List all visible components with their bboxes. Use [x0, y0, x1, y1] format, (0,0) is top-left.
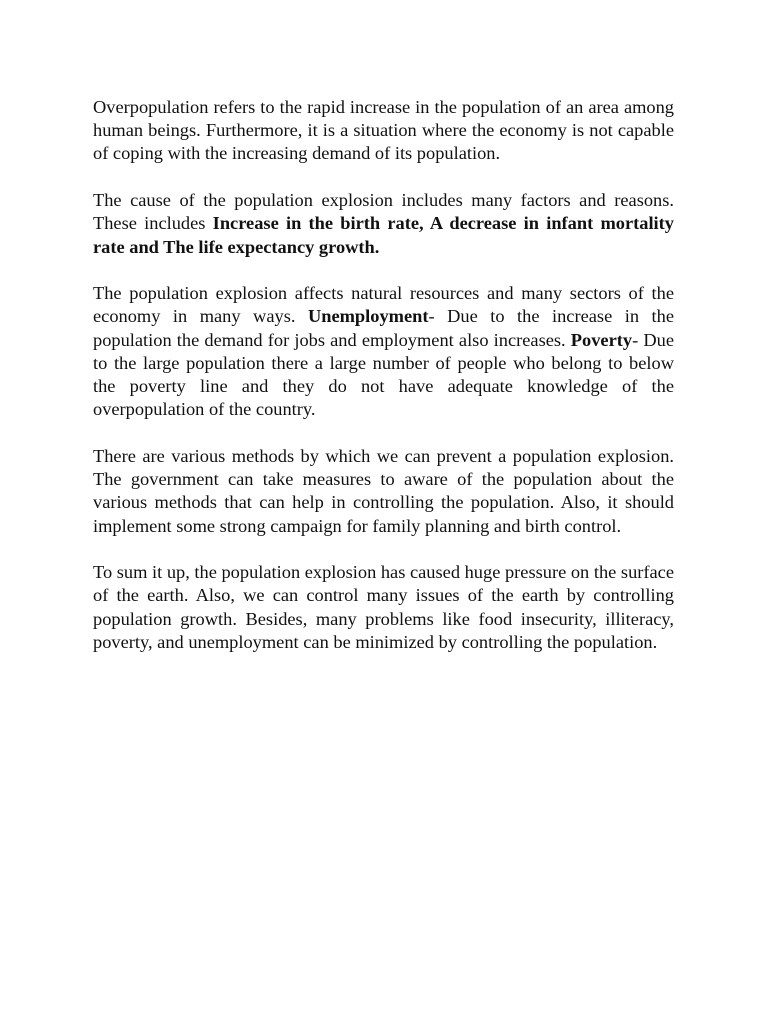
paragraph-prevention-text: There are various methods by which we can prevent a population explosion. The government can take measures to aware of the population about the various methods that can help in controlling the population. Also, it should implement some strong campaign for family planning and birth control. — [93, 445, 674, 536]
paragraph-effects-intro: The population explosion affects natural resources and many sectors of the economy in many ways. — [93, 283, 674, 327]
paragraph-conclusion — [93, 561, 674, 654]
paragraph-prevention — [93, 445, 674, 538]
term-poverty: Poverty — [570, 329, 633, 350]
paragraph-causes-list: Increase in the birth rate, A decrease in infant mortality rate and The life expectancy growth. — [93, 213, 674, 257]
poverty-text: - Due to the large population there a large number of people who belong to below the poverty line and they do not have adequate knowledge of the overpopulation of the country. — [93, 329, 674, 420]
paragraph-definition-text: Overpopulation refers to the rapid increase in the population of an area among human beings. Furthermore, it is a situation where the economy is not capable of coping with the increasing demand of its population. — [93, 97, 674, 164]
unemployment-text: - Due to the increase in the population the demand for jobs and employment also increases. — [93, 306, 674, 350]
paragraph-effects — [93, 282, 674, 421]
paragraph-definition — [93, 96, 674, 166]
term-unemployment: Unemployment — [307, 306, 429, 327]
paragraph-conclusion-text: To sum it up, the population explosion has caused huge pressure on the surface of the earth. Also, we can control many issues of the earth by controlling population growth. Besides, many problems like food insecurity, illiteracy, poverty, and unemployment can be minimized by controlling the population. — [93, 562, 674, 652]
paragraph-causes-intro: The cause of the population explosion includes many factors and reasons. These includes — [93, 190, 674, 234]
document-page — [93, 96, 674, 678]
paragraph-causes — [93, 189, 674, 259]
